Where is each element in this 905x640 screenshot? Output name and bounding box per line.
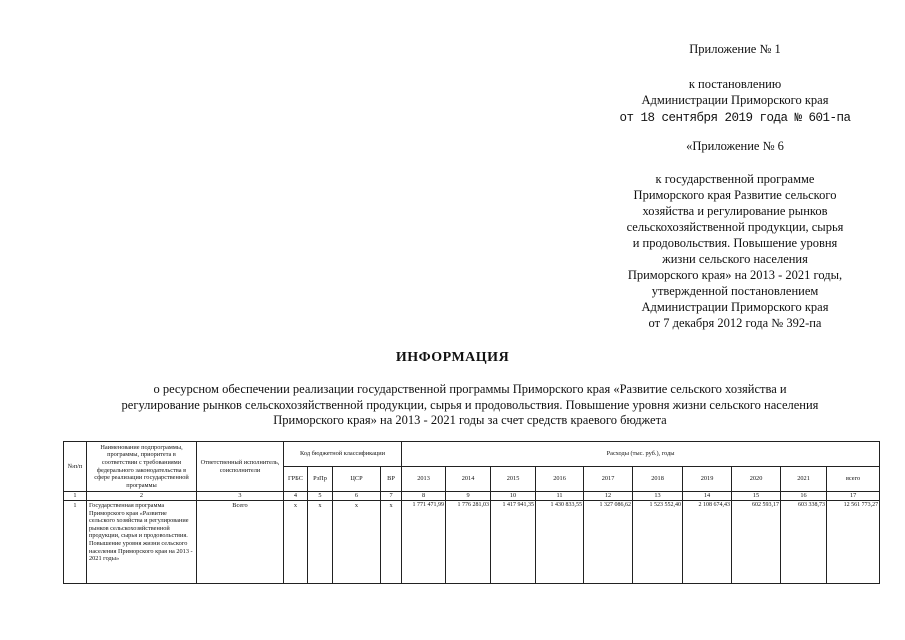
program-line: Администрации Приморского края	[641, 300, 829, 314]
row-value-total: 12 561 773,27	[827, 501, 880, 584]
appendix-label: Приложение № 1	[689, 42, 781, 56]
program-line: жизни сельского населения	[662, 252, 808, 266]
program-line: к государственной программе	[655, 172, 815, 186]
row-responsible: Всего	[197, 501, 284, 584]
row-value-2015: 1 417 941,35	[491, 501, 536, 584]
header-year: 2014	[446, 467, 491, 492]
row-value-2016: 1 430 833,55	[536, 501, 584, 584]
row-value-2021: 603 338,73	[781, 501, 827, 584]
row-value-2014: 1 776 281,03	[446, 501, 491, 584]
column-number: 4	[284, 492, 308, 501]
row-value-2020: 602 593,17	[732, 501, 781, 584]
column-number: 10	[491, 492, 536, 501]
header-year: 2018	[633, 467, 683, 492]
program-line: от 7 декабря 2012 года № 392-па	[648, 316, 822, 330]
header-year: 2020	[732, 467, 781, 492]
column-number: 1	[64, 492, 87, 501]
column-number: 9	[446, 492, 491, 501]
resolution-reference	[600, 76, 870, 108]
column-number: 17	[827, 492, 880, 501]
header-grbs: ГРБС	[284, 467, 308, 492]
resolution-line: Администрации Приморского края	[641, 93, 829, 107]
header-year: 2015	[491, 467, 536, 492]
header-year: 2017	[584, 467, 633, 492]
subtitle-line: Приморского края» на 2013 - 2021 годы за счет средств краевого бюджета	[273, 413, 667, 427]
row-value-2018: 1 523 552,40	[633, 501, 683, 584]
column-number: 5	[308, 492, 333, 501]
header-csr: ЦСР	[333, 467, 381, 492]
appendix6-label: «Приложение № 6	[686, 139, 784, 153]
row-code-grbs: х	[284, 501, 308, 584]
row-code-rzpr: х	[308, 501, 333, 584]
row-num: 1	[64, 501, 87, 584]
header-rzpr: РзПр	[308, 467, 333, 492]
table-header-row	[64, 442, 880, 467]
header-year: 2016	[536, 467, 584, 492]
row-value-2017: 1 327 086,62	[584, 501, 633, 584]
column-number: 15	[732, 492, 781, 501]
header-name: Наименование подпрограммы, программы, приоритета в соответствии с требованиями федерального законодательства в сфере реализации государственной программы	[87, 442, 197, 492]
column-number: 11	[536, 492, 584, 501]
column-number: 6	[333, 492, 381, 501]
header-expenses: Расходы (тыс. руб.), годы	[402, 442, 880, 467]
header-num: №п/п	[64, 442, 87, 492]
column-number: 14	[683, 492, 732, 501]
header-vr: ВР	[381, 467, 402, 492]
program-line: утвержденной постановлением	[651, 284, 819, 298]
date-stamp: от 18 сентября 2019 года № 601-па	[619, 111, 851, 125]
resource-table	[63, 441, 880, 584]
row-code-vr: х	[381, 501, 402, 584]
column-number: 13	[633, 492, 683, 501]
column-number-row	[64, 492, 880, 501]
header-year: 2013	[402, 467, 446, 492]
row-value-2019: 2 108 674,43	[683, 501, 732, 584]
header-budget-code: Код бюджетной классификации	[284, 442, 402, 467]
document-subtitle	[55, 382, 885, 429]
row-code-csr: х	[333, 501, 381, 584]
column-number: 12	[584, 492, 633, 501]
header-responsible: Ответственный исполнитель, соисполнители	[197, 442, 284, 492]
column-number: 16	[781, 492, 827, 501]
row-program-name: Государственная программа Приморского края «Развитие сельского хозяйства и регулирование рынков сельскохозяйственной продукции, сырья и продовольствия. Повышение уровня жизни сельского населения Приморского края на 2013 - 2021 годы»	[87, 501, 197, 584]
subtitle-line: регулирование рынков сельскохозяйственной продукции, сырья и продовольствия. Повышение уровня жизни сельского населения	[121, 397, 819, 412]
document-title: ИНФОРМАЦИЯ	[395, 350, 510, 365]
program-line: Приморского края Развитие сельского	[633, 188, 837, 202]
column-number: 2	[87, 492, 197, 501]
header-year: 2019	[683, 467, 732, 492]
subtitle-line: о ресурсном обеспечении реализации государственной программы Приморского края «Развитие сельского хозяйства и	[153, 382, 787, 396]
program-reference	[600, 171, 870, 331]
column-number: 8	[402, 492, 446, 501]
column-number: 3	[197, 492, 284, 501]
header-year: 2021	[781, 467, 827, 492]
program-line: хозяйства и регулирование рынков	[642, 204, 828, 218]
program-line: сельскохозяйственной продукции, сырья	[626, 220, 844, 234]
program-line: Приморского края» на 2013 - 2021 годы,	[627, 268, 843, 282]
program-line: и продовольствия. Повышение уровня	[632, 236, 838, 250]
table-row	[64, 501, 880, 584]
header-total: всего	[827, 467, 880, 492]
resolution-line: к постановлению	[688, 77, 782, 91]
row-value-2013: 1 771 471,99	[402, 501, 446, 584]
column-number: 7	[381, 492, 402, 501]
